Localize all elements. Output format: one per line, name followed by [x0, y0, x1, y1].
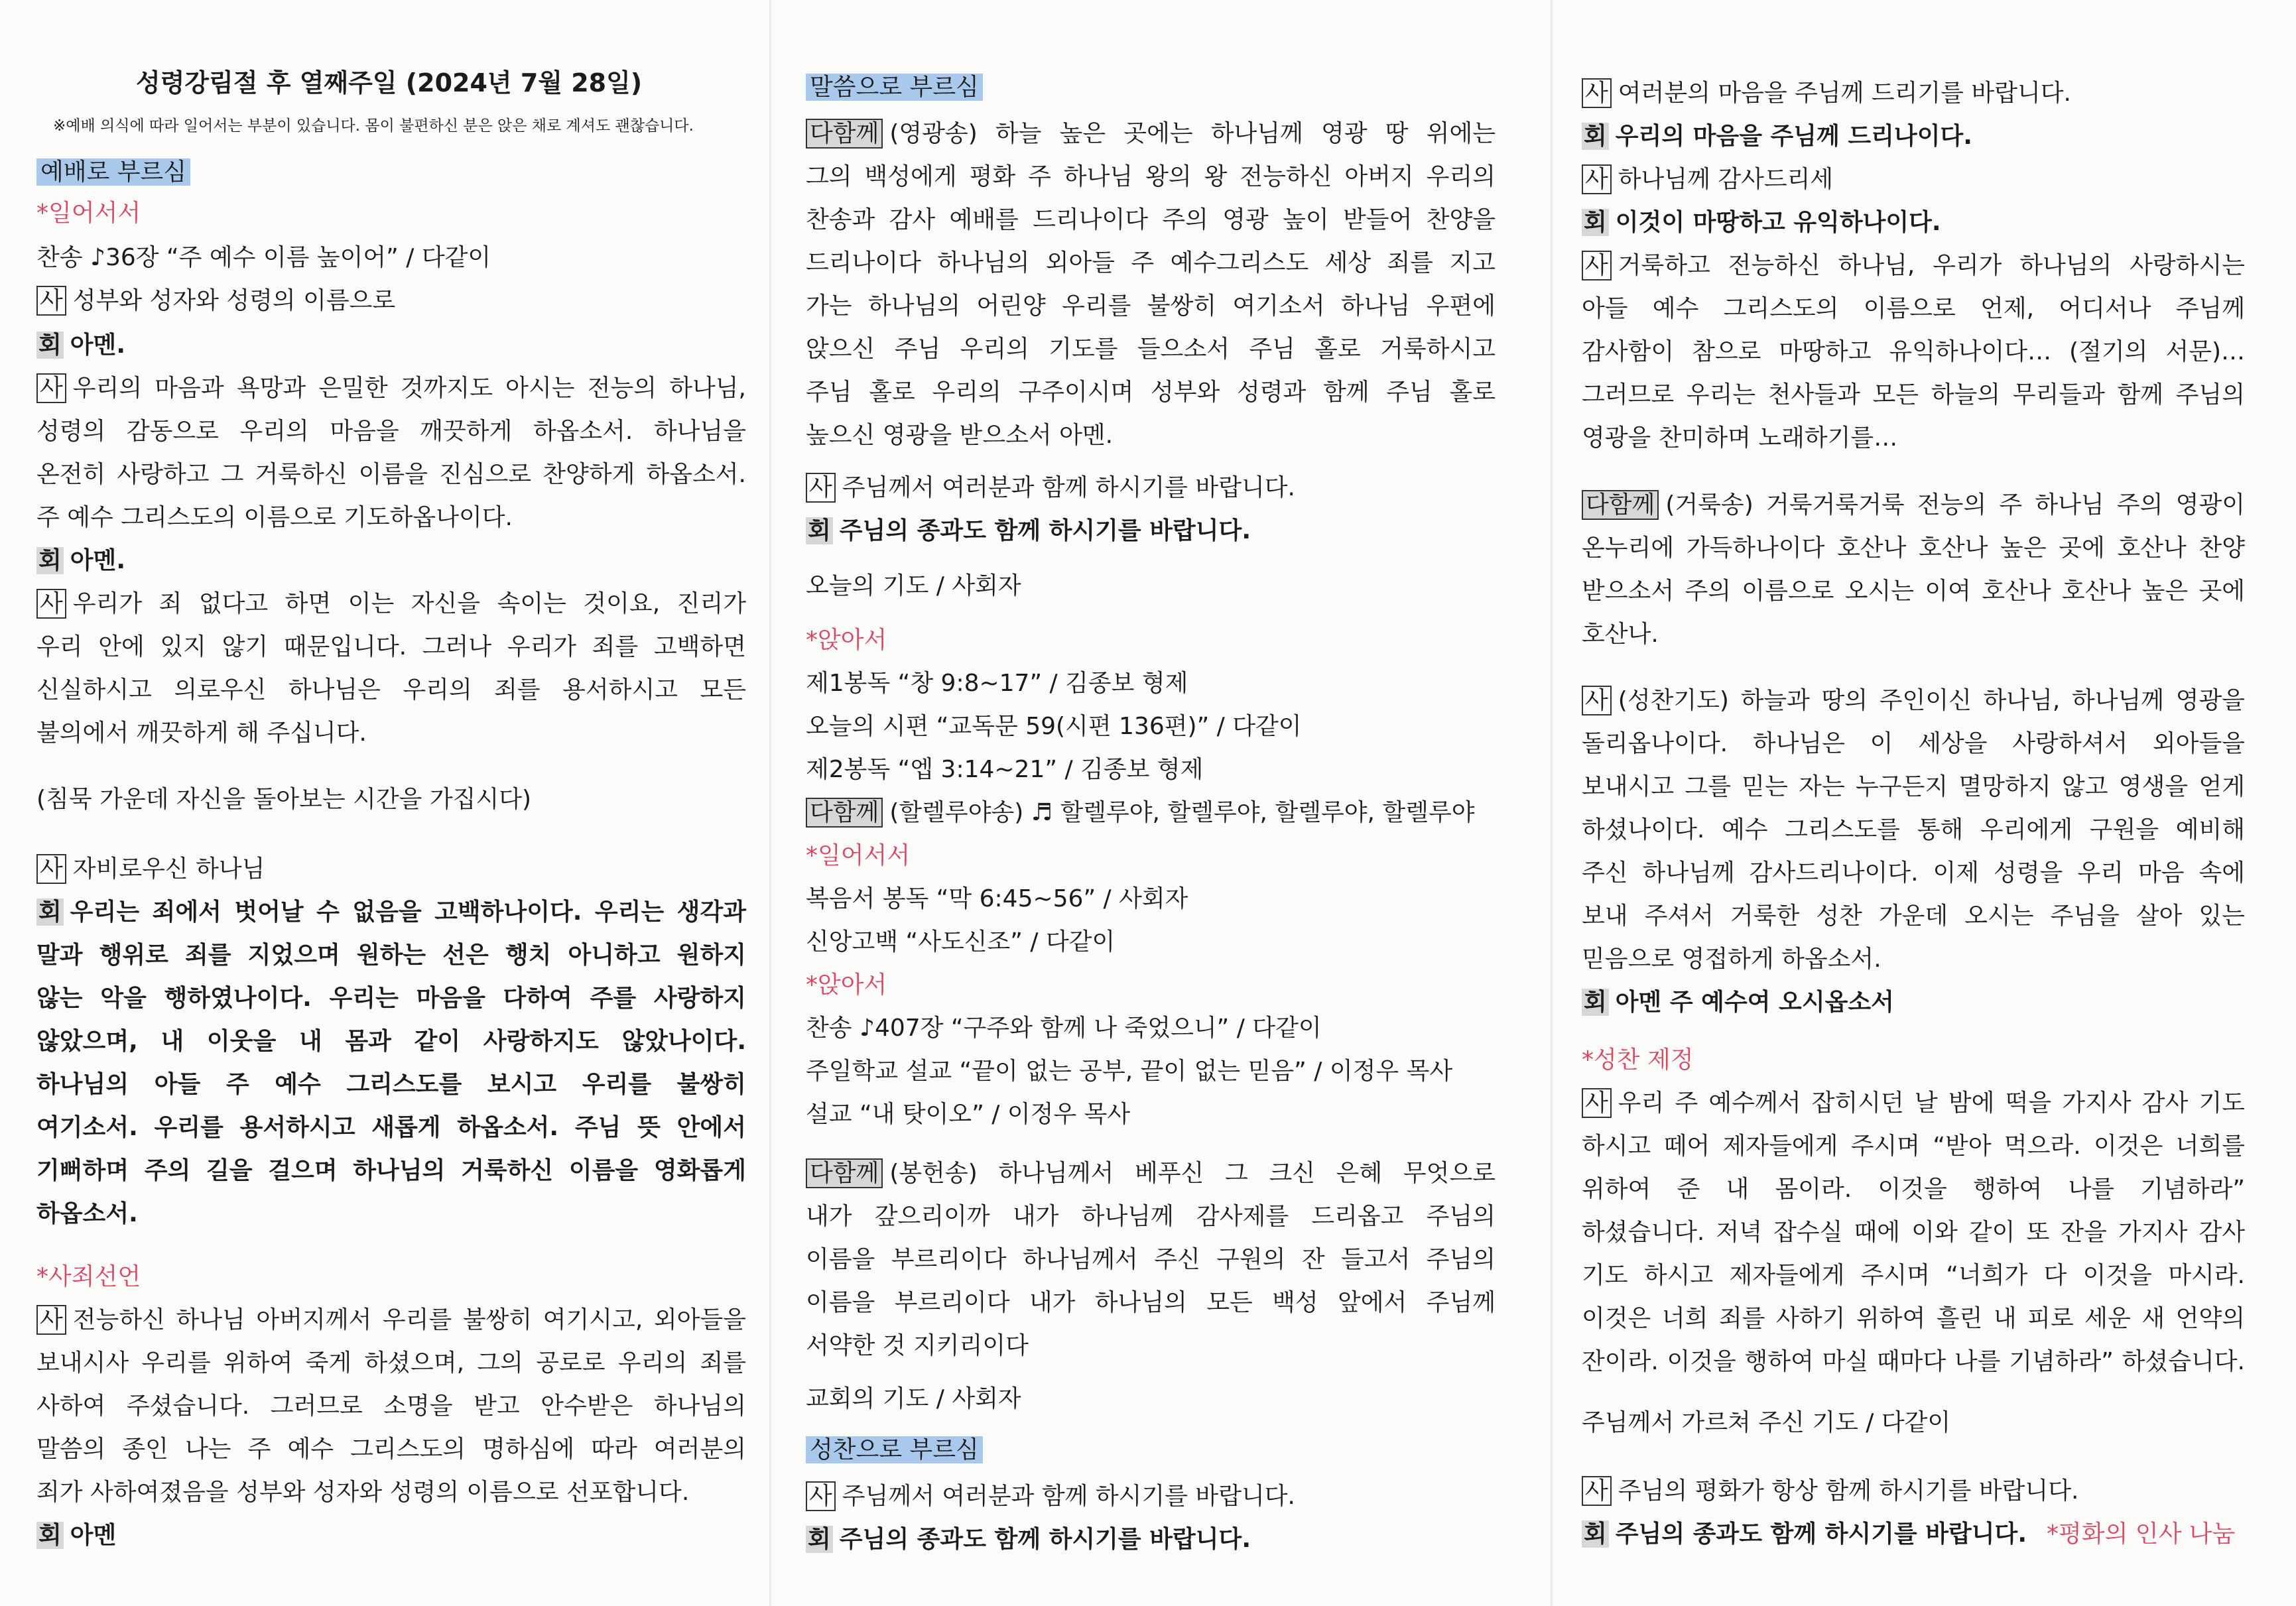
people-response: 회 아멘.: [36, 330, 125, 361]
text-line: 아들 예수 그리스도의 이름으로 언제, 어디서나 주님께: [1582, 295, 2245, 322]
leader-line: 사 주님께서 여러분과 함께 하시기를 바랍니다.: [806, 1481, 1295, 1513]
text-line: 드리나이다 하나님의 외아들 주 예수그리스도 세상 죄를 지고: [806, 249, 1496, 277]
text-line: 주님 홀로 우리의 구주이시며 성부와 성령과 함께 주님 홀로: [806, 379, 1496, 406]
text-line: 기도 하시고 제자들에게 주시며 “너희가 다 이것을 마시라.: [1582, 1262, 2245, 1289]
leader-tag: 사: [36, 1305, 66, 1335]
text-line: 하옵소서.: [36, 1200, 138, 1227]
people-response: 회 이것이 마땅하고 유익하나이다.: [1582, 207, 1941, 239]
leader-tag: 사: [1582, 1476, 1612, 1506]
text-line: 주신 하나님께 감사드리나이다. 이제 성령을 우리 마음 속에: [1582, 859, 2245, 887]
text-line: 가는 하나님의 어린양 우리를 불쌍히 여기소서 하나님 우편에: [806, 292, 1496, 320]
sermon-line: 설교 “내 탓이오” / 이정우 목사: [806, 1101, 1131, 1128]
text-line: 온전히 사랑하고 그 거룩하신 이름을 진심으로 찬양하게 하옵소서.: [36, 461, 746, 488]
text-line: 말과 행위로 죄를 지었으며 원하는 선은 행치 아니하고 원하지: [36, 942, 746, 969]
text-line: 이름을 부르리이다 내가 하나님의 모든 백성 앞에서 주님께: [806, 1289, 1496, 1316]
people-tag: 회: [806, 1526, 833, 1553]
people-response: 회 아멘.: [36, 545, 125, 577]
rubric-stand: *일어서서: [36, 200, 141, 227]
leader-tag: 사: [1582, 1088, 1612, 1118]
text-line: 우리 안에 있지 않기 때문입니다. 그러나 우리가 죄를 고백하면: [36, 633, 746, 660]
text-line: 온누리에 가득하나이다 호산나 호산나 높은 곳에 호산나 찬양: [1582, 534, 2245, 562]
text-line: 받으소서 주의 이름으로 오시는 이여 호산나 호산나 높은 곳에: [1582, 578, 2245, 605]
text-line: 영광을 찬미하며 노래하기를…: [1582, 424, 1898, 452]
text-line: 주 예수 그리스도의 이름으로 기도하옵나이다.: [36, 504, 513, 531]
text-line: 않았으며, 내 이웃을 내 몸과 같이 사랑하지도 않았나이다.: [36, 1028, 746, 1055]
leader-line: 사 우리 주 예수께서 잡히시던 날 밤에 떡을 가지사 감사 기도: [1582, 1087, 2245, 1119]
rubric-institution: *성찬 제정: [1582, 1046, 1694, 1074]
text-line: 보내시고 그를 믿는 자는 누구든지 멸망하지 않고 영생을 얻게: [1582, 773, 2245, 800]
leader-line: 사 자비로우신 하나님: [36, 853, 265, 885]
people-response: 회 우리의 마음을 주님께 드리나이다.: [1582, 121, 1972, 153]
people-response: 회 아멘 주 예수여 오시옵소서: [1582, 987, 1894, 1019]
rubric-peace: *평화의 인사 나눔: [2047, 1520, 2236, 1548]
text-line: 사하여 주셨습니다. 그러므로 소명을 받고 안수받은 하나님의: [36, 1392, 746, 1420]
people-tag: 회: [36, 898, 64, 926]
people-response: 회 주님의 종과도 함께 하시기를 바랍니다. *평화의 인사 나눔: [1582, 1518, 2235, 1550]
leader-line: 사 거룩하고 전능하신 하나님, 우리가 하나님의 사랑하시는: [1582, 250, 2245, 282]
rubric-absolution: *사죄선언: [36, 1263, 141, 1290]
text-line: 이것은 너희 죄를 사하기 위하여 흘린 내 피로 세운 새 언약의: [1582, 1305, 2245, 1332]
people-tag: 회: [36, 547, 64, 574]
text-line: 죄가 사하여졌음을 성부와 성자와 성령의 이름으로 선포합니다.: [36, 1479, 690, 1506]
people-tag: 회: [1582, 989, 1609, 1016]
leader-tag: 사: [36, 589, 66, 619]
text-line: 앉으신 주님 우리의 기도를 들으소서 주님 홀로 거룩하시고: [806, 336, 1496, 363]
text-line: 믿음으로 영접하게 하옵소서.: [1582, 946, 1881, 973]
people-tag: 회: [1582, 209, 1609, 236]
people-response: 회 우리는 죄에서 벗어날 수 없음을 고백하나이다. 우리는 생각과: [36, 896, 746, 928]
section-heading-worship: 예배로 부르심: [36, 156, 190, 188]
leader-line: 사 여러분의 마음을 주님께 드리기를 바랍니다.: [1582, 78, 2071, 109]
text-line: 돌리옵나이다. 하나님은 이 세상을 사랑하셔서 외아들을: [1582, 730, 2245, 757]
together-tag: 다함께: [806, 119, 883, 149]
leader-tag: 사: [1582, 251, 1612, 280]
people-response: 회 주님의 종과도 함께 하시기를 바랍니다.: [806, 1524, 1251, 1556]
hymn-line: 찬송 ♪407장 “구주와 함께 나 죽었으니” / 다같이: [806, 1015, 1322, 1042]
text-line: 하시고 떼어 제자들에게 주시며 “받아 먹으라. 이것은 너희를: [1582, 1133, 2245, 1160]
people-tag: 회: [1582, 1520, 1609, 1548]
text-line: 하나님의 아들 주 예수 그리스도를 보시고 우리를 불쌍히: [36, 1071, 746, 1098]
section-heading-sacrament: 성찬으로 부르심: [806, 1434, 983, 1466]
page-title: 성령강림절 후 열째주일 (2024년 7월 28일): [136, 68, 643, 97]
people-tag: 회: [36, 332, 64, 359]
leader-line: 사 우리의 마음과 욕망과 은밀한 것까지도 아시는 전능의 하나님,: [36, 373, 746, 404]
column-left: [36, 0, 746, 1606]
column-right: [1582, 0, 2245, 1606]
text-line: 말씀의 종인 나는 주 예수 그리스도의 명하심에 따라 여러분의: [36, 1436, 746, 1463]
section-heading-word: 말씀으로 부르심: [806, 72, 983, 103]
page-note: ※예배 의식에 따라 일어서는 부분이 있습니다. 몸이 불편하신 분은 앉은 채로 계셔도 괜찮습니다.: [53, 117, 694, 135]
leader-line: 사 전능하신 하나님 아버지께서 우리를 불쌍히 여기시고, 외아들을: [36, 1304, 746, 1336]
creed-line: 신앙고백 “사도신조” / 다같이: [806, 928, 1116, 956]
psalm-line: 오늘의 시편 “교독문 59(시편 136편)” / 다같이: [806, 713, 1302, 740]
fold-line: [769, 0, 771, 1606]
sunday-school-sermon: 주일학교 설교 “끝이 없는 공부, 끝이 없는 믿음” / 이정우 목사: [806, 1058, 1453, 1085]
text-line: 않는 악을 행하였나이다. 우리는 마음을 다하여 주를 사랑하지: [36, 985, 746, 1012]
together-tag: 다함께: [806, 798, 883, 828]
text-line: 그의 백성에게 평화 주 하나님 왕의 왕 전능하신 아버지 우리의: [806, 163, 1496, 190]
gospel-line: 복음서 봉독 “막 6:45~56” / 사회자: [806, 885, 1188, 912]
people-tag: 회: [806, 517, 833, 544]
text-line: 기뻐하며 주의 길을 걸으며 하나님의 거룩하신 이름을 영화롭게: [36, 1157, 746, 1184]
leader-line: 사 (성찬기도) 하늘과 땅의 주인이신 하나님, 하나님께 영광을: [1582, 685, 2245, 717]
leader-line: 사 우리가 죄 없다고 하면 이는 자신을 속이는 것이요, 진리가: [36, 588, 746, 620]
leader-line: 사 주님의 평화가 항상 함께 하시기를 바랍니다.: [1582, 1475, 2078, 1507]
text-line: 그러므로 우리는 천사들과 모든 하늘의 무리들과 함께 주님의: [1582, 381, 2245, 408]
text-line: 여기소서. 우리를 용서하시고 새롭게 하옵소서. 주님 뜻 안에서: [36, 1114, 746, 1141]
text-line: 내가 갚으리이까 내가 하나님께 감사제를 드리옵고 주님의: [806, 1203, 1496, 1230]
hymn-line: 찬송 ♪36장 “주 예수 이름 높이어” / 다같이: [36, 244, 491, 271]
text-line: 찬송과 감사 예배를 드리나이다 주의 영광 높이 받들어 찬양을: [806, 206, 1496, 233]
text-line: 하셨습니다. 저녁 잡수실 때에 이와 같이 또 잔을 가지사 감사: [1582, 1219, 2245, 1246]
together-line: 다함께 (영광송) 하늘 높은 곳에는 하나님께 영광 땅 위에는: [806, 118, 1496, 150]
text-line: 하셨나이다. 예수 그리스도를 통해 우리에게 구원을 예비해: [1582, 816, 2245, 843]
reading-line: 제2봉독 “엡 3:14~21” / 김종보 형제: [806, 756, 1204, 783]
lords-prayer: 주님께서 가르쳐 주신 기도 / 다같이: [1582, 1409, 1951, 1436]
leader-tag: 사: [36, 854, 66, 884]
together-line: 다함께 (봉헌송) 하나님께서 베푸신 그 크신 은혜 무엇으로: [806, 1158, 1496, 1190]
leader-tag: 사: [806, 1481, 836, 1511]
leader-line: 사 하나님께 감사드리세: [1582, 164, 1833, 196]
text-line: 감사함이 참으로 마땅하고 유익하나이다… (절기의 서문)…: [1582, 338, 2245, 365]
text-line: 높으신 영광을 받으소서 아멘.: [806, 422, 1114, 449]
together-line: 다함께 (할렐루야송) ♬ 할렐루야, 할렐루야, 할렐루야, 할렐루야: [806, 797, 1475, 829]
text-line: 위하여 준 내 몸이라. 이것을 행하여 나를 기념하라”: [1582, 1176, 2245, 1203]
silence-instruction: (침묵 가운데 자신을 돌아보는 시간을 가집시다): [36, 786, 532, 813]
text-line: 신실하시고 의로우신 하나님은 우리의 죄를 용서하시고 모든: [36, 676, 746, 704]
leader-tag: 사: [1582, 78, 1612, 108]
rubric-sit: *앉아서: [806, 627, 887, 654]
column-middle: [806, 0, 1496, 1606]
leader-line: 사 성부와 성자와 성령의 이름으로: [36, 285, 395, 317]
people-response: 회 주님의 종과도 함께 하시기를 바랍니다.: [806, 515, 1251, 547]
rubric-stand: *일어서서: [806, 842, 911, 869]
people-response: 회 아멘: [36, 1520, 116, 1552]
leader-tag: 사: [1582, 686, 1612, 715]
rubric-sit: *앉아서: [806, 971, 887, 999]
leader-tag: 사: [806, 473, 836, 503]
text-line: 성령의 감동으로 우리의 마음을 깨끗하게 하옵소서. 하나님을: [36, 418, 746, 445]
text-line: 보내 주셔서 거룩한 성찬 가운데 오시는 주님을 살아 있는: [1582, 902, 2245, 930]
text-line: 이름을 부르리이다 하나님께서 주신 구원의 잔 들고서 주님의: [806, 1246, 1496, 1273]
fold-line: [1551, 0, 1553, 1606]
text-line: 호산나.: [1582, 621, 1659, 648]
prayer-of-day: 오늘의 기도 / 사회자: [806, 572, 1021, 599]
text-line: 불의에서 깨끗하게 해 주십니다.: [36, 719, 367, 747]
leader-line: 사 주님께서 여러분과 함께 하시기를 바랍니다.: [806, 472, 1295, 504]
together-line: 다함께 (거룩송) 거룩거룩거룩 전능의 주 하나님 주의 영광이: [1582, 489, 2245, 521]
leader-tag: 사: [1582, 164, 1612, 194]
leader-tag: 사: [36, 373, 66, 403]
text-line: 서약한 것 지키리이다: [806, 1332, 1029, 1359]
together-tag: 다함께: [1582, 490, 1659, 520]
text-line: 보내시사 우리를 위하여 죽게 하셨으며, 그의 공로로 우리의 죄를: [36, 1349, 746, 1377]
people-tag: 회: [36, 1522, 64, 1549]
together-tag: 다함께: [806, 1158, 883, 1188]
church-prayer: 교회의 기도 / 사회자: [806, 1385, 1021, 1412]
reading-line: 제1봉독 “창 9:8~17” / 김종보 형제: [806, 670, 1188, 697]
people-tag: 회: [1582, 123, 1609, 150]
leader-tag: 사: [36, 286, 66, 316]
text-line: 잔이라. 이것을 행하여 마실 때마다 나를 기념하라” 하셨습니다.: [1582, 1348, 2245, 1375]
